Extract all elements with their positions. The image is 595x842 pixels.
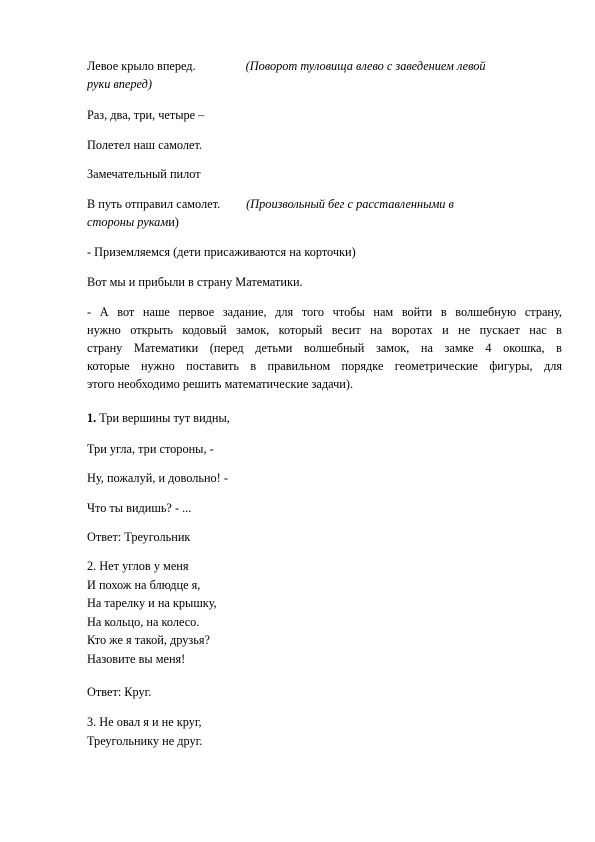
task-line: страну Математики (перед детьми волшебный замок, на замке 4 окошка, в [87,341,562,355]
paragraph-arrival: Вот мы и прибыли в страну Математики. [87,275,303,289]
task-line: этого необходимо решить математические задачи). [87,377,354,391]
paragraph-first-task [87,303,562,393]
riddle-line: На кольцо, на колесо. [87,614,200,629]
riddle-line: 2. Нет углов у меня [87,559,189,573]
task-line: - А вот наше первое задание, для того чтобы нам войти в волшебную страну, [87,305,562,319]
verse-line: Полетел наш самолет. [87,138,203,152]
riddle-2-answer: Ответ: Круг. [87,685,152,699]
riddle-line: На тарелку и на крышку, [87,596,217,610]
task-line: которые нужно поставить в правильном порядке геометрические фигуры, для [87,359,562,373]
riddle-1-line-3: Ну, пожалуй, и довольно! - [87,471,228,485]
riddle-1-line-2: Три угла, три стороны, - [87,442,214,456]
riddle-line: Треугольнику не друг. [87,733,203,748]
riddle-2 [87,557,557,668]
riddle-1-answer: Ответ: Треугольник [87,530,191,544]
paragraph-flight [87,195,557,231]
stage-direction: (Произвольный бег с расставленными в [246,197,454,211]
stage-direction: (Поворот туловища влево с заведением левой [245,59,486,73]
riddle-line: И похож на блюдце я, [87,577,201,592]
riddle-line: Кто же я такой, друзья? [87,633,210,647]
task-line: нужно открыть кодовый замок, который весит на воротах и не пускает нас в [87,323,562,337]
riddle-3 [87,713,557,750]
paragraph-left-wing [87,57,557,93]
riddle-text: Три вершины тут видны, [96,411,230,425]
verse-line: Замечательный пилот [87,167,201,181]
verse-text: Левое крыло вперед. [87,59,196,73]
stage-direction-tail: и) [168,215,179,229]
verse-line: Раз, два, три, четыре – [87,108,205,122]
riddle-number: 1. [87,411,97,425]
verse-text: В путь отправил самолет. [87,197,221,211]
stage-direction-continued: руки вперед) [87,77,152,91]
riddle-1-line-4: Что ты видишь? - ... [87,501,192,515]
riddle-1-line-1 [87,409,557,427]
stage-direction-continued: стороны рукам [87,215,169,229]
paragraph-landing: - Приземляемся (дети присаживаются на корточки) [87,245,356,259]
riddle-line: 3. Не овал я и не круг, [87,715,202,729]
riddle-line: Назовите вы меня! [87,651,186,666]
